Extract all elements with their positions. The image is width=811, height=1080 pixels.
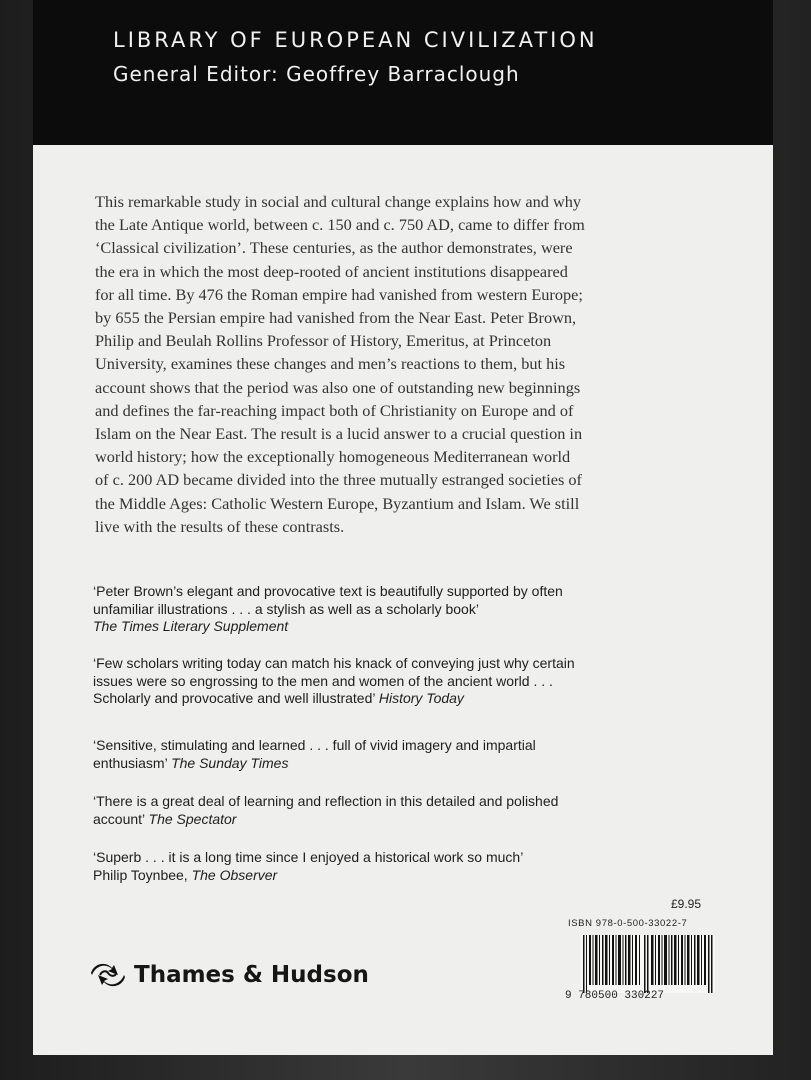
description-line: account shows that the period was also one of outstanding new beginnings [95, 377, 581, 397]
review-line: ‘Superb . . . it is a long time since I enjoyed a historical work so much’ [93, 849, 524, 865]
description-line: ‘Classical civilization’. These centuries, as the author demonstrates, were [95, 238, 573, 258]
description-line: of c. 200 AD became divided into the three mutually estranged societies of [95, 470, 582, 490]
general-editor: General Editor: Geoffrey Barraclough [113, 62, 520, 86]
description-line: the Middle Ages: Catholic Western Europe, Byzantium and Islam. We still [95, 493, 580, 513]
review-line: ‘There is a great deal of learning and reflection in this detailed and polished [93, 793, 559, 809]
review-line: issues were so engrossing to the men and women of the ancient world . . . [93, 672, 553, 689]
review-source: The Spectator [148, 810, 237, 827]
review-source: History Today [378, 690, 464, 706]
barcode-number: 9 780500 330227 [565, 990, 665, 1002]
series-header [33, 0, 773, 145]
review-quote [93, 583, 693, 636]
review-quote [93, 655, 693, 708]
description-line: Philip and Beulah Rollins Professor of History, Emeritus, at Princeton [95, 331, 552, 351]
description-line: Islam on the Near East. The result is a lucid answer to a crucial question in [95, 424, 583, 444]
description-line: live with the results of these contrasts. [95, 516, 345, 536]
publisher-imprint [88, 957, 369, 993]
review-line: enthusiasm’ [93, 754, 168, 771]
publisher-name: Thames & Hudson [134, 962, 369, 988]
review-line: ‘Peter Brown’s elegant and provocative text is beautifully supported by often [93, 583, 563, 599]
review-line: unfamiliar illustrations . . . a stylish as well as a scholarly book’ [93, 600, 479, 617]
description-line: and defines the far-reaching impact both of Christianity on Europe and of [95, 400, 574, 420]
price: £9.95 [671, 897, 702, 911]
review-line: ‘Few scholars writing today can match his knack of conveying just why certain [93, 655, 575, 671]
review-quote [93, 793, 693, 828]
book-description [95, 190, 695, 538]
review-source: The Sunday Times [171, 754, 289, 771]
review-quote [93, 849, 693, 884]
description-line: the Late Antique world, between c. 150 and c. 750 AD, came to differ from [95, 215, 585, 235]
series-title: LIBRARY OF EUROPEAN CIVILIZATION [113, 28, 598, 52]
description-line: for all time. By 476 the Roman empire had vanished from western Europe; [95, 284, 583, 304]
review-line: Philip Toynbee, [93, 866, 188, 883]
review-source: The Observer [191, 866, 278, 883]
review-line: ‘Sensitive, stimulating and learned . . . full of vivid imagery and impartial [93, 737, 536, 753]
description-line: the era in which the most deep-rooted of ancient institutions disappeared [95, 261, 568, 281]
review-line: account’ [93, 810, 145, 827]
description-line: This remarkable study in social and cultural change explains how and why [95, 192, 582, 211]
review-source: The Times Literary Supplement [93, 618, 289, 634]
description-line: by 655 the Persian empire had vanished from the Near East. Peter Brown, [95, 308, 577, 328]
review-quote [93, 737, 693, 772]
thames-hudson-logo-icon [88, 957, 128, 993]
back-cover [33, 145, 773, 1055]
barcode [581, 935, 715, 993]
review-line: Scholarly and provocative and well illustrated’ [93, 690, 375, 706]
description-line: world history; how the exceptionally homogeneous Mediterranean world [95, 447, 571, 467]
description-line: University, examines these changes and men’s reactions to them, but his [95, 354, 566, 374]
isbn: ISBN 978-0-500-33022-7 [568, 918, 688, 929]
